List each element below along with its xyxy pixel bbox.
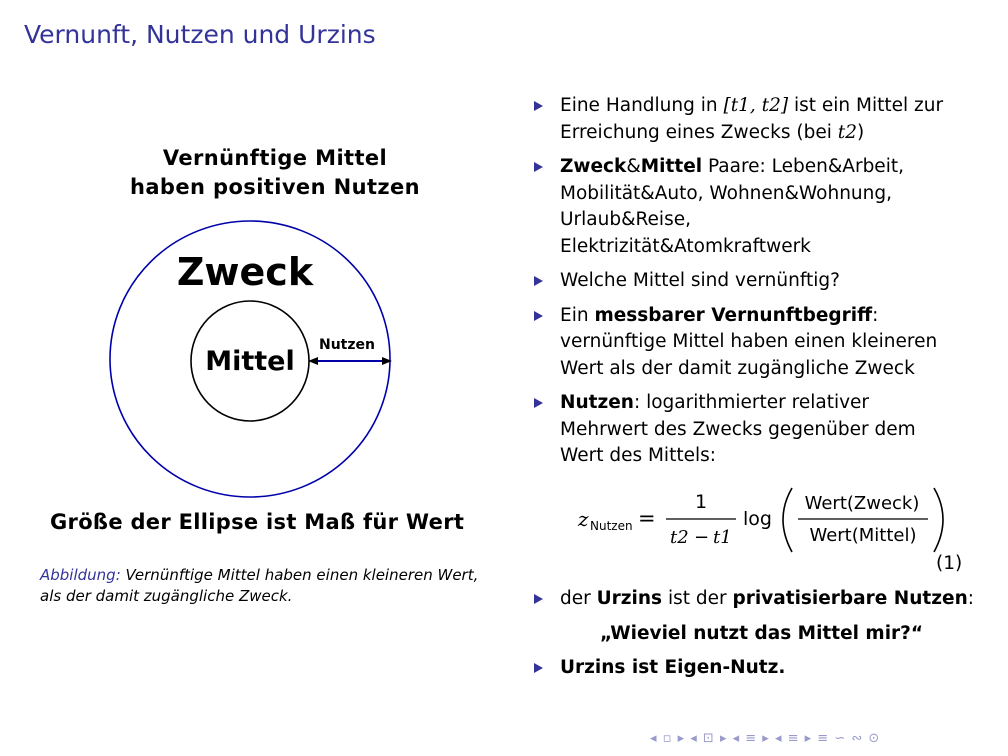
list-item [534,303,984,383]
eq-den-t2: t2 [670,527,689,548]
bullet-triangle-icon [534,594,543,604]
b1-line2-pre: Erreichung eines Zwecks (bei [560,121,838,143]
b3-text: Welche Mittel sind vernünftig? [560,270,840,291]
beamer-navigation[interactable]: ◂ ▫ ▸ ◂ ⊡ ▸ ◂ ≡ ▸ ◂ ≡ ▸ ≡ ∽ ∾ ⊙ [650,731,881,746]
eq-left-paren [783,488,792,552]
list-item [534,586,984,613]
b1-line2-post: ) [856,121,865,143]
bullet-triangle-icon [534,276,543,286]
nutzen-equation [576,480,976,580]
b1-t2: t2 [837,121,857,143]
b2-rest: Paare: Leben&Arbeit, [702,156,904,177]
quote-line: „Wieviel nutzt das Mittel mir?“ [600,623,924,644]
b2-line2: Mobilität&Auto, Wohnen&Wohnung, [560,182,892,204]
b6-mid: ist der [662,588,733,609]
b4-line3: Wert als der damit zugängliche Zweck [560,357,915,379]
b2-line4: Elektrizität&Atomkraftwerk [560,235,811,257]
b7-bold: Urzins ist Eigen-Nutz. [560,657,786,678]
bullet-list-2 [534,586,984,621]
b4-post: : [872,304,879,326]
b1-pre: Eine Handlung in [560,95,724,116]
b4-line2: vernünftige Mittel haben einen kleineren [560,331,938,352]
figure-title-line2: haben positiven Nutzen [129,175,421,199]
bullet-list [534,93,984,478]
eq-log: log [743,508,772,530]
eq-inner-den: Wert(Mittel) [809,525,917,546]
list-item [534,93,984,146]
zweck-label: Zweck [176,250,314,294]
b5-post: : logarithmierter relativer [633,392,870,413]
b2-bold2: Mittel [640,156,703,177]
b5-bold: Nutzen [560,392,634,413]
b6-bold1: Urzins [596,588,663,609]
eq-den-t1: t1 [713,527,732,548]
eq-numerator: 1 [694,491,708,513]
caption-label: Abbildung: [40,566,121,584]
eq-lhs-var: z [578,507,589,531]
eq-inner-num: Wert(Zweck) [804,493,920,514]
equation-number: (1) [936,553,963,574]
nutzen-label: Nutzen [319,337,375,353]
bullet-list-3 [534,655,984,690]
figure [40,140,510,560]
figure-caption [40,565,500,607]
list-item [534,655,984,682]
b4-bold: messbarer Vernunftbegriff [594,304,873,326]
eq-right-paren [934,488,943,552]
b2-bold1: Zweck [560,156,627,177]
figure-footer: Größe der Ellipse ist Maß für Wert [50,510,465,534]
slide-title: Vernunft, Nutzen und Urzins [24,20,376,49]
mittel-label: Mittel [205,346,295,377]
b1-interval: [t1, t2] [723,95,789,116]
list-item [534,154,984,260]
b2-amp: & [626,156,641,177]
bullet-triangle-icon [534,101,543,111]
bullet-triangle-icon [534,162,543,172]
bullet-triangle-icon [534,663,543,673]
caption-text: Vernünftige Mittel haben einen kleineren Wert, als der damit zugängliche Zweck. [40,566,479,605]
b6-bold2: privatisierbare Nutzen [732,588,968,609]
eq-den-minus: − [694,527,710,548]
figure-title-line1: Vernünftige Mittel [162,146,388,170]
bullet-triangle-icon [534,311,543,321]
b1-post: ist ein Mittel zur [788,95,944,116]
b4-pre: Ein [560,304,595,326]
b5-line2: Mehrwert des Zwecks gegenüber dem [560,418,916,440]
b2-line3: Urlaub&Reise, [560,209,691,230]
list-item [534,390,984,470]
b6-pre: der [560,588,597,609]
bullet-triangle-icon [534,398,543,408]
ellipse-diagram [40,140,510,560]
eq-equals: = [638,506,656,530]
list-item [534,268,984,295]
b5-line3: Wert des Mittels: [560,445,716,466]
b6-post: : [967,588,974,609]
eq-lhs-sub: Nutzen [590,519,633,533]
